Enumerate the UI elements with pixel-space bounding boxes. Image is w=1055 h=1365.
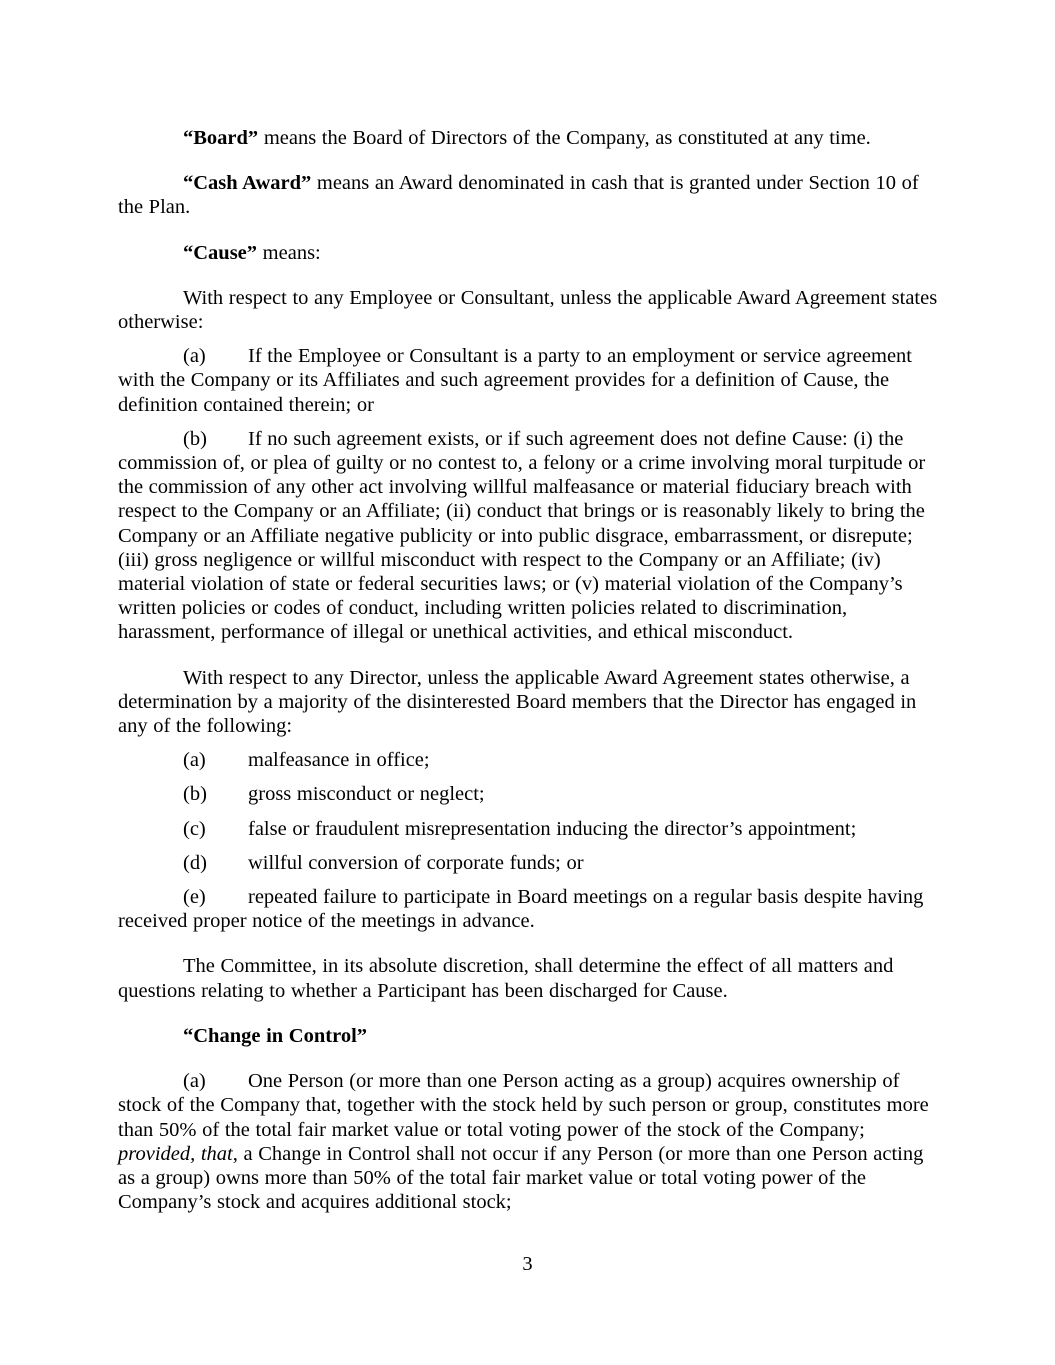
cause-employee-intro (118, 286, 940, 334)
text-run: repeated failure to participate in Board meetings on a regular basis despite having received proper notice of the meetings in advance. (118, 886, 924, 933)
text-run: “Cause” (183, 241, 258, 264)
definition-board (118, 126, 940, 150)
text-run: willful conversion of corporate funds; or (248, 851, 584, 874)
list-item-label: (e) (183, 886, 206, 909)
text-run: means the Board of Directors of the Company, as constituted at any time. (258, 127, 871, 149)
text-run: , a Change in Control shall not occur if any Person (or more than one Person acting as a group) owns more than 50% of the total fair market value or total voting power of the Company’s stock and acquires additional stock; (118, 1142, 924, 1214)
document-content (118, 126, 940, 1235)
cause-director-item-b (118, 782, 940, 806)
text-run: The Committee, in its absolute discretion, shall determine the effect of all matters and questions relating to whether a Participant has been discharged for Cause. (118, 955, 894, 1002)
cause-director-item-e (118, 885, 940, 933)
text-run: “Cash Award” (183, 172, 312, 195)
list-item-label: (d) (183, 851, 207, 874)
list-item-label: (c) (183, 817, 206, 840)
list-item-label: (b) (183, 427, 207, 450)
text-run: With respect to any Employee or Consultant, unless the applicable Award Agreement states otherwise: (118, 286, 938, 334)
text-run: “Change in Control” (183, 1024, 368, 1047)
list-item-label: (a) (183, 749, 206, 772)
list-item-label: (b) (183, 783, 207, 806)
page-number: 3 (522, 1253, 533, 1275)
text-run: If the Employee or Consultant is a party to an employment or service agreement with the Company or its Affiliates and such agreement provides for a definition of Cause, the definition contained therein; or (118, 345, 913, 416)
cause-director-item-d (118, 851, 940, 875)
text-run: “Board” (183, 127, 259, 149)
definition-change-in-control (118, 1024, 940, 1048)
text-run: false or fraudulent misrepresentation inducing the director’s appointment; (248, 817, 857, 840)
text-run: provided, that (118, 1142, 233, 1165)
cause-employee-item-b (118, 427, 940, 645)
text-run: gross misconduct or neglect; (248, 783, 485, 806)
text-run: If no such agreement exists, or if such agreement does not define Cause: (i) the commission of, or plea of guilty or no contest to, a felony or a crime involving moral turpitude or the commission of any other act involving willful malfeasance or material fiduciary breach with respect to the Company or an Affiliate; (ii) conduct that brings or is reasonably likely to bring the Company or an Affiliate negative publicity or into public disgrace, embarrassment, or disrepute; (iii) gross negligence or willful misconduct with respect to the Company or an Affiliate; (iv) material violation of state or federal securities laws; or (v) material violation of the Company’s written policies or codes of conduct, including written policies related to discrimination, harassment, performance of illegal or unethical activities, and ethical misconduct. (118, 427, 926, 644)
definition-cause (118, 241, 940, 265)
cause-director-intro (118, 666, 940, 739)
text-run: means an Award denominated in cash that is granted under Section 10 of the Plan. (118, 172, 919, 219)
text-run: means: (257, 241, 321, 264)
definition-cash-award (118, 171, 940, 219)
cause-employee-item-a (118, 344, 940, 417)
text-run: malfeasance in office; (248, 749, 430, 772)
list-item-label: (a) (183, 1070, 206, 1093)
cause-director-item-a (118, 748, 940, 772)
change-in-control-item-a (118, 1069, 940, 1214)
list-item-label: (a) (183, 345, 206, 368)
cause-director-item-c (118, 817, 940, 841)
text-run: With respect to any Director, unless the applicable Award Agreement states otherwise, a determination by a majority of the disinterested Board members that the Director has engaged in any of the following: (118, 666, 917, 738)
cause-committee-discretion (118, 954, 940, 1002)
text-run: One Person (or more than one Person acting as a group) acquires ownership of stock of the Company that, together with the stock held by such person or group, constitutes more than 50% of the total fair market value or total voting power of the stock of the Company; (118, 1070, 929, 1141)
page-footer (0, 1252, 1055, 1276)
